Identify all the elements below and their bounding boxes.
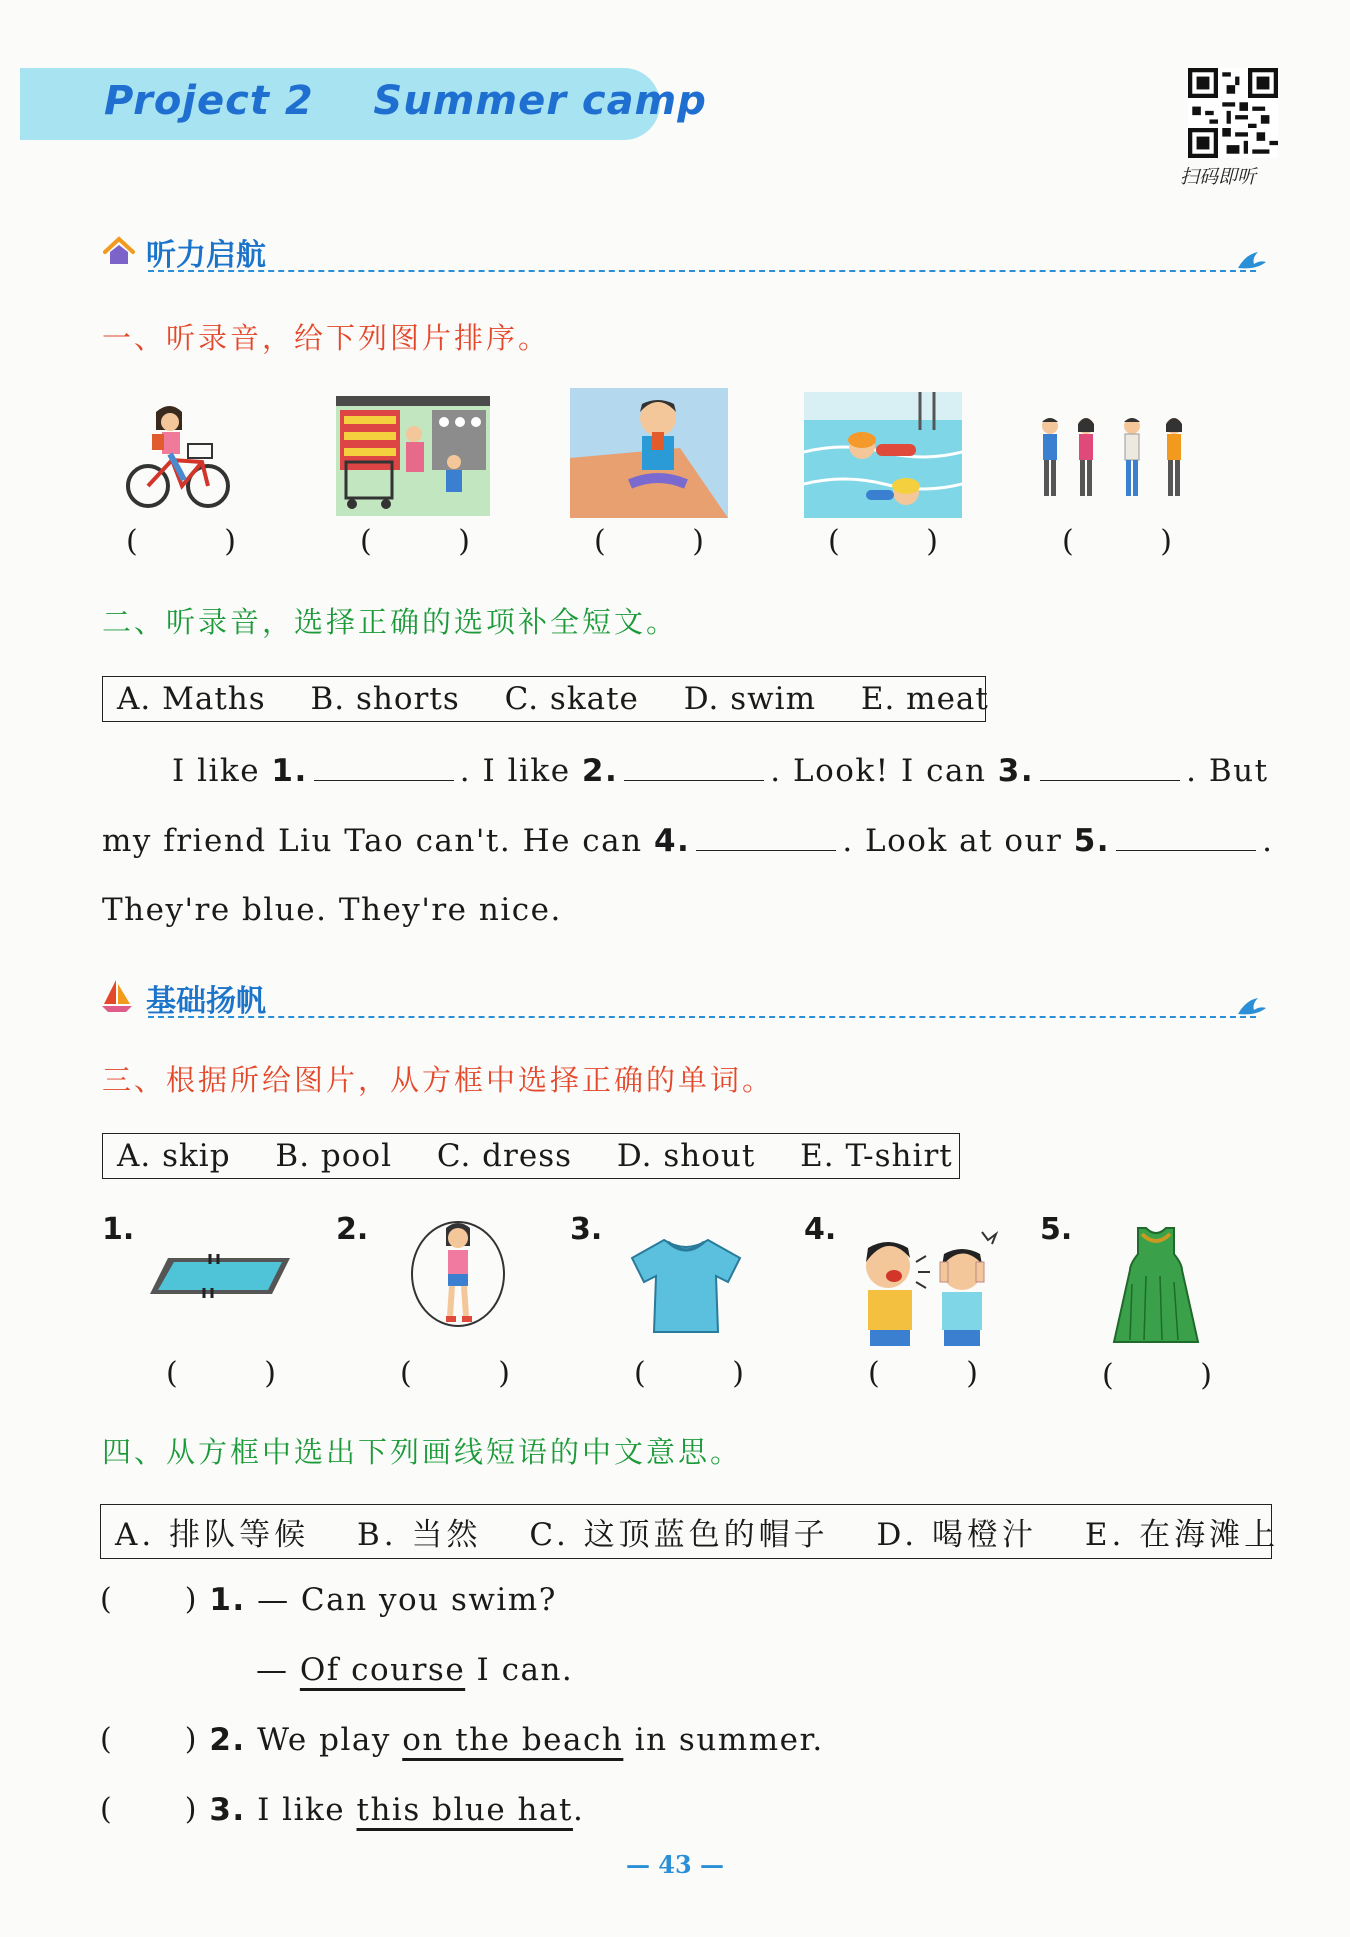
supermarket-shopping-image bbox=[336, 396, 490, 516]
children-swimming-image bbox=[804, 392, 962, 518]
sailboat-icon bbox=[100, 978, 134, 1014]
q1-answer-3[interactable]: ( ) bbox=[594, 524, 704, 559]
q4-option-c: C. 这顶蓝色的帽子 bbox=[529, 1517, 829, 1553]
q2-options-box bbox=[102, 676, 989, 722]
q3-option-e: E. T-shirt bbox=[800, 1138, 953, 1174]
q2-blank-4[interactable] bbox=[696, 822, 836, 851]
q2-option-d: D. swim bbox=[683, 681, 816, 717]
section-title-listening: 听力启航 bbox=[146, 238, 266, 273]
q3-option-c: C. dress bbox=[436, 1138, 573, 1174]
girl-skipping-image bbox=[406, 1216, 510, 1342]
girl-riding-bike-image bbox=[126, 400, 230, 512]
q4-heading: 四、从方框中选出下列画线短语的中文意思。 bbox=[102, 1435, 743, 1469]
q2-passage-line-1: I like 1. . I like 2. . Look! I can 3. . But bbox=[172, 753, 1269, 789]
q1-answer-2[interactable]: ( ) bbox=[360, 524, 470, 559]
q4-item-2: ( ) 2. We play on the beach in summer. bbox=[100, 1722, 824, 1758]
q4-item-1-reply: — Of course I can. bbox=[256, 1652, 574, 1688]
section-title-basics: 基础扬帆 bbox=[146, 984, 266, 1019]
underlined-phrase: on the beach bbox=[402, 1722, 624, 1758]
q3-answer-3[interactable]: ( ) bbox=[634, 1356, 744, 1391]
q4-item-3: ( ) 3. I like this blue hat. bbox=[100, 1792, 585, 1828]
t-shirt-image bbox=[628, 1236, 744, 1336]
q1-answer-1[interactable]: ( ) bbox=[126, 524, 236, 559]
q4-options-box bbox=[100, 1504, 1280, 1559]
q2-blank-1[interactable] bbox=[314, 752, 454, 781]
q2-blank-3[interactable] bbox=[1040, 752, 1180, 781]
q3-answer-2[interactable]: ( ) bbox=[400, 1356, 510, 1391]
q2-option-c: C. skate bbox=[504, 681, 639, 717]
q3-number-5: 5. bbox=[1040, 1212, 1073, 1247]
house-icon bbox=[102, 236, 136, 268]
q3-option-b: B. pool bbox=[275, 1138, 392, 1174]
q2-option-e: E. meat bbox=[860, 681, 989, 717]
wave-icon bbox=[1236, 994, 1268, 1018]
swimming-pool-image bbox=[148, 1252, 292, 1302]
qr-caption: 扫码即听 bbox=[1180, 166, 1257, 188]
q3-answer-4[interactable]: ( ) bbox=[868, 1356, 978, 1391]
q4-option-b: B. 当然 bbox=[356, 1517, 482, 1553]
q2-option-b: B. shorts bbox=[310, 681, 460, 717]
q2-heading: 二、听录音，选择正确的选项补全短文。 bbox=[102, 605, 679, 639]
q3-option-a: A. skip bbox=[117, 1138, 231, 1174]
q4-answer-3[interactable]: ( ) bbox=[100, 1792, 198, 1827]
q4-option-a: A. 排队等候 bbox=[115, 1517, 310, 1553]
q2-blank-2[interactable] bbox=[624, 752, 764, 781]
q2-blank-5[interactable] bbox=[1116, 822, 1256, 851]
q2-passage-line-3: They're blue. They're nice. bbox=[102, 892, 562, 928]
wave-icon bbox=[1236, 248, 1268, 272]
q3-number-4: 4. bbox=[804, 1212, 837, 1247]
q3-option-d: D. shout bbox=[616, 1138, 756, 1174]
q1-heading: 一、听录音，给下列图片排序。 bbox=[102, 321, 551, 355]
section-divider bbox=[148, 1016, 1256, 1018]
q3-number-1: 1. bbox=[102, 1212, 135, 1247]
q4-option-d: D. 喝橙汁 bbox=[876, 1517, 1037, 1553]
underlined-phrase: Of course bbox=[299, 1652, 466, 1688]
q1-answer-4[interactable]: ( ) bbox=[828, 524, 938, 559]
q1-answer-5[interactable]: ( ) bbox=[1062, 524, 1172, 559]
dress-image bbox=[1112, 1224, 1200, 1348]
q4-option-e: E. 在海滩上 bbox=[1084, 1517, 1280, 1553]
page-number: — 43 — bbox=[625, 1850, 725, 1879]
q3-heading: 三、根据所给图片，从方框中选择正确的单词。 bbox=[102, 1063, 775, 1097]
q4-answer-2[interactable]: ( ) bbox=[100, 1722, 198, 1757]
section-divider bbox=[148, 270, 1256, 272]
q4-item-1: ( ) 1. — Can you swim? bbox=[100, 1582, 557, 1618]
underlined-phrase: this blue hat bbox=[356, 1792, 573, 1828]
q3-answer-1[interactable]: ( ) bbox=[166, 1356, 276, 1391]
q4-answer-1[interactable]: ( ) bbox=[100, 1582, 198, 1617]
q2-option-a: A. Maths bbox=[117, 681, 266, 717]
q3-answer-5[interactable]: ( ) bbox=[1102, 1358, 1212, 1393]
q2-passage-line-2: my friend Liu Tao can't. He can 4. . Look at our 5. . bbox=[102, 823, 1274, 859]
q3-options-box bbox=[102, 1133, 960, 1179]
page-title: Project 2 Summer camp bbox=[104, 78, 707, 124]
qr-code-icon bbox=[1188, 68, 1278, 158]
children-in-line-image bbox=[1036, 416, 1194, 506]
boy-drinking-juice-image bbox=[570, 388, 728, 518]
q3-number-3: 3. bbox=[570, 1212, 603, 1247]
q3-number-2: 2. bbox=[336, 1212, 369, 1247]
children-shouting-image bbox=[846, 1226, 1000, 1350]
